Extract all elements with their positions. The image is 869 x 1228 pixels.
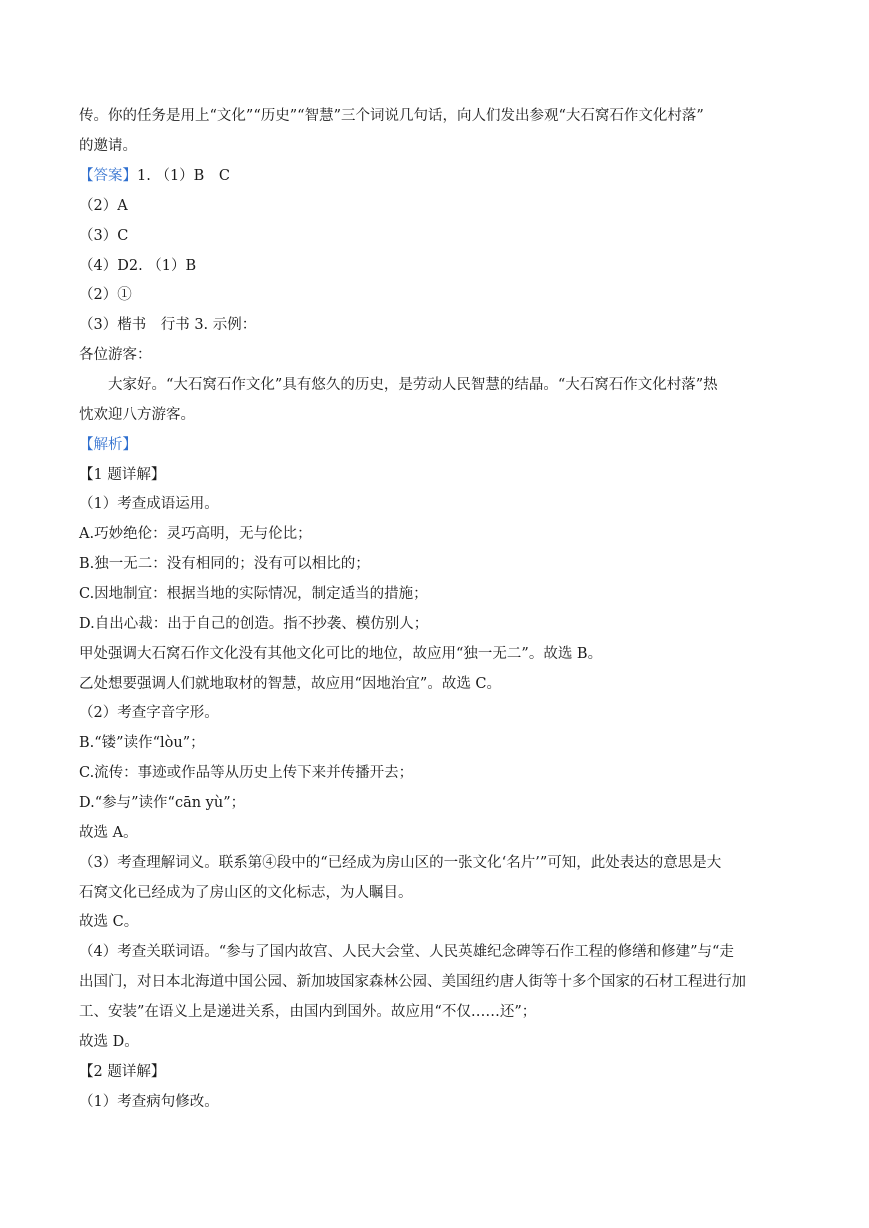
text-line: （4）考查关联词语。“参与了国内故宫、人民大会堂、人民英雄纪念碑等石作工程的修缮和修建”与“走 — [79, 944, 734, 960]
text-line: D.自出心裁：出于自己的创造。指不抄袭、模仿别人； — [79, 616, 429, 632]
text-line: 石窝文化已经成为了房山区的文化标志，为人瞩目。 — [79, 885, 413, 901]
text-line: C.流传：事迹或作品等从历史上传下来并传播开去； — [79, 765, 414, 781]
answer-text: 1. （1）B C — [137, 168, 230, 184]
section-heading: 【1 题详解】 — [79, 467, 166, 483]
answer-tag: 【答案】 — [79, 168, 137, 184]
text-line: （2）考查字音字形。 — [79, 705, 219, 721]
text-line: 的邀请。 — [79, 138, 137, 154]
text-line: D.“参与”读作“cān yù”； — [79, 795, 246, 811]
text-line: C.因地制宜：根据当地的实际情况，制定适当的措施； — [79, 586, 428, 602]
text-line: 各位游客： — [79, 347, 152, 363]
text-line: 故选 A。 — [79, 825, 138, 841]
text-line: （3）C — [79, 228, 129, 244]
answer-line — [79, 166, 790, 186]
text-line: （2）① — [79, 287, 132, 303]
text-line: （4）D2. （1）B — [79, 258, 197, 274]
text-line: 出国门，对日本北海道中国公园、新加坡国家森林公园、美国纽约唐人街等十多个国家的石材工程进行加 — [79, 974, 746, 990]
section-heading: 【2 题详解】 — [79, 1064, 166, 1080]
text-line: 忱欢迎八方游客。 — [79, 407, 195, 423]
text-line: B.独一无二：没有相同的；没有可以相比的； — [79, 556, 370, 572]
text-line: 甲处强调大石窝石作文化没有其他文化可比的地位，故应用“独一无二”。故选 B。 — [79, 646, 603, 662]
analysis-heading: 【解析】 — [79, 437, 137, 453]
text-line: 乙处想要强调人们就地取材的智慧，故应用“因地治宜”。故选 C。 — [79, 676, 502, 692]
text-line: B.“镂”读作“lòu”； — [79, 735, 205, 751]
text-line: 大家好。“大石窝石作文化”具有悠久的历史，是劳动人民智慧的结晶。“大石窝石作文化村落”热 — [108, 377, 718, 393]
text-line: 传。你的任务是用上“文化”“历史”“智慧”三个词说几句话，向人们发出参观“大石窝石作文化村落” — [79, 108, 704, 124]
text-line: （1）考查病句修改。 — [79, 1094, 219, 1110]
text-line: 故选 D。 — [79, 1034, 139, 1050]
text-line: A.巧妙绝伦：灵巧高明，无与伦比； — [79, 526, 312, 542]
text-line: 工、安装”在语义上是递进关系，由国内到国外。故应用“不仅……还”； — [79, 1004, 537, 1020]
text-line: 故选 C。 — [79, 914, 139, 930]
text-line: （3）考查理解词义。联系第④段中的“已经成为房山区的一张文化‘名片’”可知，此处表达的意思是大 — [79, 855, 722, 871]
text-line: （3）楷书 行书 3. 示例： — [79, 317, 257, 333]
text-line: （1）考查成语运用。 — [79, 496, 219, 512]
text-line: （2）A — [79, 198, 128, 214]
